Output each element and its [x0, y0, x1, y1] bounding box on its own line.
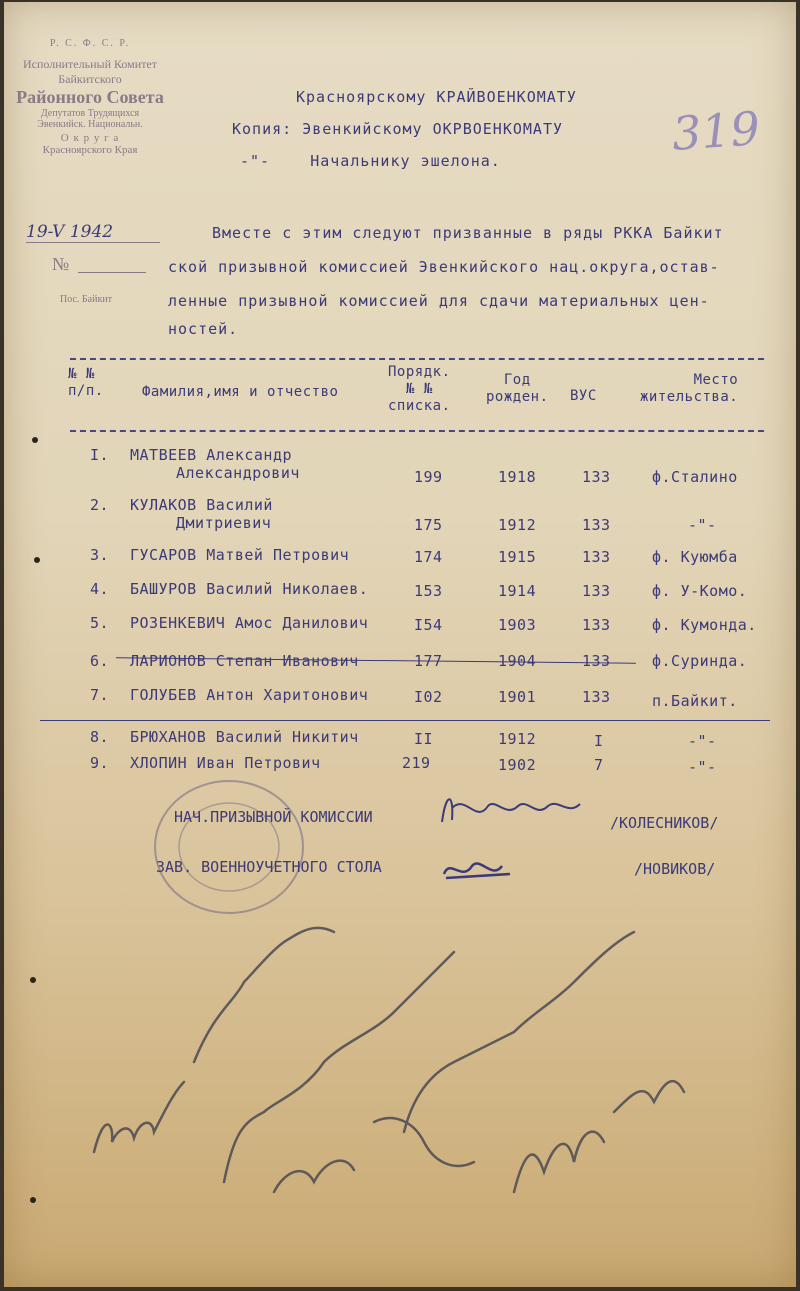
row-order: 219 — [402, 754, 431, 772]
body-line-2: ской призывной комиссией Эвенкийского нац.округа,остав- — [168, 258, 720, 276]
chair-name: /КОЛЕСНИКОВ/ — [610, 814, 719, 832]
body-line-4: ностей. — [168, 320, 239, 338]
row-order: 199 — [414, 468, 443, 486]
clerk-name: /НОВИКОВ/ — [634, 860, 716, 878]
row-place: -"- — [688, 732, 717, 750]
row-num: 8. — [90, 728, 110, 746]
section-divider — [40, 720, 770, 721]
row-place: п.Байкит. — [652, 692, 738, 710]
stamp-number-label: № — [52, 254, 70, 274]
row-name-cont: Дмитриевич — [176, 514, 272, 532]
row-order: 153 — [414, 582, 443, 600]
row-num: I. — [90, 446, 110, 464]
addressee-line-1: Красноярскому КРАЙВОЕНКОМАТУ — [296, 88, 577, 106]
row-vus: 133 — [582, 548, 611, 566]
row-year: 1918 — [498, 468, 537, 486]
table-top-rule — [70, 358, 764, 360]
row-order: I54 — [414, 616, 443, 634]
row-name: КУЛАКОВ Василий — [130, 496, 273, 514]
row-order: II — [414, 730, 434, 748]
row-name: БАШУРОВ Василий Николаев. — [130, 580, 369, 598]
row-place: ф. Кумонда. — [652, 616, 757, 634]
row-place: ф.Суринда. — [652, 652, 748, 670]
punch-hole — [30, 977, 36, 983]
pencil-notes — [74, 892, 714, 1212]
stamp-place: Пос. Байкит — [60, 294, 113, 305]
row-vus: 133 — [582, 516, 611, 534]
body-line-1: Вместе с этим следуют призванные в ряды РККА Байкит — [212, 224, 724, 242]
row-year: 1912 — [498, 730, 537, 748]
header-year: Год рожден. — [486, 372, 549, 405]
row-place: ф.Сталино — [652, 468, 738, 486]
row-vus: I — [594, 732, 604, 750]
header-order: Порядк. № № списка. — [388, 364, 451, 414]
row-num: 3. — [90, 546, 110, 564]
row-year: 1901 — [498, 688, 537, 706]
stamp-committee: Исполнительный Комитет — [22, 57, 158, 71]
stamp-district: Байкитского — [58, 72, 122, 86]
row-place: -"- — [688, 516, 717, 534]
header-name: Фамилия,имя и отчество — [142, 384, 339, 400]
row-year: 1902 — [498, 756, 537, 774]
row-vus: 133 — [582, 688, 611, 706]
stamp-council: Районного Совета — [16, 87, 164, 107]
table-header-rule — [70, 430, 764, 432]
addressee-line-3: -"- Начальнику эшелона. — [240, 152, 501, 170]
clerk-label: ЗАВ. ВОЕННОУЧЕТНОГО СТОЛА — [156, 858, 382, 876]
clerk-signature — [438, 852, 518, 888]
row-order: 174 — [414, 548, 443, 566]
row-vus: 133 — [582, 582, 611, 600]
row-vus: 133 — [582, 468, 611, 486]
row-vus: 133 — [582, 616, 611, 634]
row-year: 1912 — [498, 516, 537, 534]
row-name: ХЛОПИН Иван Петрович — [130, 754, 321, 772]
punch-hole — [30, 1197, 36, 1203]
row-num: 5. — [90, 614, 110, 632]
row-name: БРЮХАНОВ Василий Никитич — [130, 728, 359, 746]
row-num: 4. — [90, 580, 110, 598]
addressee-line-2: Копия: Эвенкийскому ОКРВОЕНКОМАТУ — [232, 120, 564, 138]
row-num: 9. — [90, 754, 110, 772]
row-year: 1915 — [498, 548, 537, 566]
row-name: РОЗЕНКЕВИЧ Амос Данилович — [130, 614, 369, 632]
row-place: ф. У-Комо. — [652, 582, 748, 600]
row-name-cont: Александрович — [176, 464, 300, 482]
stamp-okrug: О к р у г а — [60, 132, 120, 144]
punch-hole — [32, 437, 38, 443]
stamp-country: Р. С. Ф. С. Р. — [49, 38, 131, 49]
row-order: I02 — [414, 688, 443, 706]
stamp-national: Эвенкийск. Национальн. — [37, 119, 143, 130]
row-order: 175 — [414, 516, 443, 534]
row-vus: 7 — [594, 756, 604, 774]
row-num: 6. — [90, 652, 110, 670]
header-vus: ВУС — [570, 388, 597, 404]
row-place: -"- — [688, 758, 717, 776]
row-year: 1903 — [498, 616, 537, 634]
row-place: ф. Куюмба — [652, 548, 738, 566]
row-name: ЛАРИОНОВ Степан Иванович — [130, 652, 359, 670]
stamp-deputies: Депутатов Трудящихся — [40, 108, 140, 119]
stamp-number-line — [78, 272, 146, 273]
row-year: 1914 — [498, 582, 537, 600]
row-name: ГУСАРОВ Матвей Петрович — [130, 546, 350, 564]
stamp-krai: Красноярского Края — [42, 144, 138, 156]
stamp-date: 19-V 1942 — [26, 222, 160, 243]
chair-label: НАЧ.ПРИЗЫВНОЙ КОМИССИИ — [174, 808, 373, 826]
chair-signature — [436, 784, 586, 834]
document-page — [4, 2, 796, 1287]
row-order: 177 — [414, 652, 443, 670]
archive-number-handwritten: 319 — [670, 101, 762, 161]
row-name: ГОЛУБЕВ Антон Харитонович — [130, 686, 369, 704]
punch-hole — [34, 557, 40, 563]
row-num: 2. — [90, 496, 110, 514]
row-num: 7. — [90, 686, 110, 704]
row-vus: 133 — [582, 652, 611, 670]
header-place: Место жительства. — [640, 372, 739, 405]
office-stamp — [10, 38, 170, 156]
header-num: № № п/п. — [68, 366, 104, 399]
body-line-3: ленные призывной комиссией для сдачи материальных цен- — [168, 292, 710, 310]
row-name: МАТВЕЕВ Александр — [130, 446, 293, 464]
row-year: 1904 — [498, 652, 537, 670]
